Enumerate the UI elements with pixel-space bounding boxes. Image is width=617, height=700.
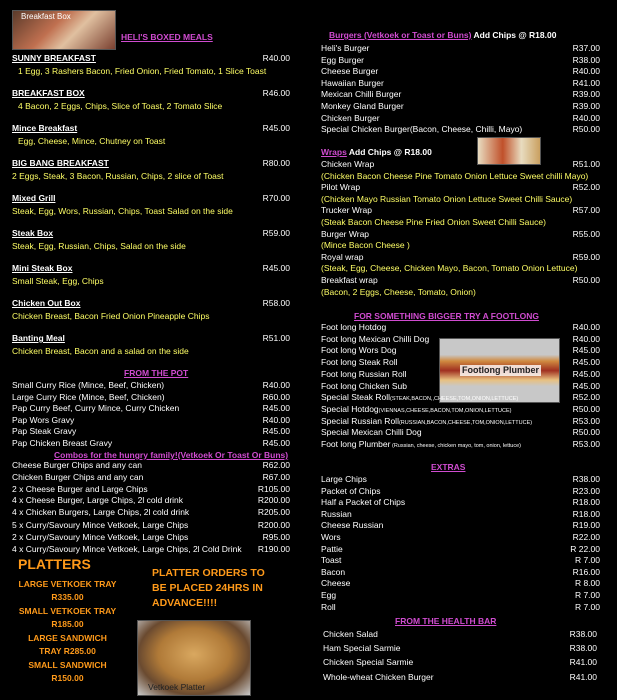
wrap-row [321,276,600,285]
footlong-row [321,370,600,380]
combo-row-name: 5 x Curry/Savoury Mince Vetkoek, Large Chips [12,520,189,530]
pot-row-price: R45.00 [262,403,290,414]
footlong-row [321,393,600,403]
footlong-row [321,346,600,356]
combo-row-price: R67.00 [262,472,290,482]
meal-name: BIG BANG BREAKFAST [12,158,109,168]
meal-price: R59.00 [262,228,290,238]
wrap-row [321,230,600,239]
health-row [323,658,597,667]
health-row-price: R38.00 [569,629,597,639]
footlong-price: R52.00 [572,392,600,403]
burgers-heading: Burgers (Vetkoek or Toast or Buns) [329,30,472,40]
platter-notice-line: PLATTER ORDERS TO [152,567,265,579]
pot-row-name: Small Curry Rice (Mince, Beef, Chicken) [12,380,165,390]
platter-name: LARGE SANDWICH [28,633,107,643]
footlong-row [321,382,600,392]
right-column [305,0,617,700]
extra-row-name: Toast [321,555,342,566]
footlong-price: R53.00 [572,415,600,426]
extra-row-price: R22.00 [572,532,600,542]
pot-row-name: Pap Chicken Breast Gravy [12,438,113,448]
platter-name: LARGE VETKOEK TRAY [18,579,117,589]
combo-row-price: R205.00 [257,507,290,517]
burger-row-price: R39.00 [572,101,600,111]
extra-row [321,533,600,542]
wrap-desc: (Steak Bacon Cheese Pine Fried Onion Sweet Chilli Sauce) [321,217,546,227]
combo-row-price: R62.00 [262,460,290,470]
extra-row-price: R23.00 [572,485,600,496]
extra-row-price: R18.00 [572,497,600,508]
from-the-pot-heading: FROM THE POT [124,368,189,378]
combo-row-price: R200.00 [257,495,290,505]
wrap-name: Breakfast wrap [321,275,378,285]
footlong-label [321,335,429,345]
extra-row-name: Russian [321,508,352,519]
pot-row-name: Large Curry Rice (Mince, Beef, Chicken) [12,391,165,402]
footlong-row [321,428,600,438]
extra-row-name: Cheese Russian [321,520,384,531]
burger-row-price: R38.00 [572,54,600,65]
combo-row-name: Chicken Burger Chips and any can [12,472,144,482]
burger-row-name: Hawaiian Burger [321,77,384,88]
wraps-add-chips: Add Chips @ R18.00 [346,147,432,157]
combos-heading: Combos for the hungry family!(Vetkoek Or Toast Or Buns) [54,450,289,460]
platter-name: SMALL SANDWICH [28,660,107,670]
extra-row [321,521,600,530]
extra-row-price: R 22.00 [570,543,600,554]
meal-desc: Chicken Breast, Bacon and a salad on the side [12,346,189,356]
extra-row-price: R 7.00 [574,555,600,566]
footlong-row [321,405,600,415]
platter-notice [152,566,265,611]
extra-row [321,556,600,565]
footlong-name: Foot long Russian Roll [321,368,407,379]
platter-notice-line: BE PLACED 24HRS IN [152,582,263,594]
wrap-name: Burger Wrap [321,228,370,239]
combo-row-name: 2 x Curry/Savoury Mince Vetkoek, Large Chips [12,532,189,542]
extra-row-name: Cheese [321,578,351,589]
meal-name: Mini Steak Box [12,263,73,273]
burger-row [321,67,600,76]
meal-price: R45.00 [262,123,290,133]
extra-row-name: Pattie [321,543,343,554]
footlong-price: R45.00 [572,357,600,368]
wrap-price: R59.00 [572,251,600,262]
extra-row-price: R19.00 [572,520,600,531]
meal-name: SUNNY BREAKFAST [12,53,96,63]
meal-name: Chicken Out Box [12,298,81,308]
platter-notice-line: ADVANCE!!!! [152,597,218,609]
meal-name: BREAKFAST BOX [12,88,85,98]
footlong-label [321,428,422,438]
meal-price: R51.00 [262,333,290,343]
footlong-detail: (Russian, cheese, chicken mayo, tom, onion, lettuce) [390,443,521,449]
meal-row [12,229,290,238]
meal-price: R58.00 [262,298,290,308]
meal-row [12,264,290,273]
combo-row-price: R105.00 [257,484,290,494]
burger-row-name: Special Chicken Burger(Bacon, Cheese, Chilli, Mayo) [321,124,523,135]
combo-row [12,533,290,542]
footlong-price: R45.00 [572,368,600,379]
health-row-name: Ham Special Sarmie [323,643,401,654]
combo-row-price: R95.00 [262,532,290,542]
meal-desc: Steak, Egg, Wors, Russian, Chips, Toast Salad on the side [12,206,233,216]
pot-row-name: Pap Steak Gravy [12,426,77,437]
wrap-row [321,206,600,215]
burger-row [321,56,600,65]
meal-desc: Chicken Breast, Bacon Fried Onion Pineapple Chips [12,311,210,321]
health-row-price: R41.00 [569,671,597,682]
extra-row-name: Large Chips [321,474,367,484]
footlong-label [321,370,407,380]
burger-row [321,90,600,99]
combo-row-name: 4 x Chicken Burgers, Large Chips, 2l cold drink [12,507,190,517]
combo-row-price: R200.00 [257,520,290,530]
combo-row-name: 4 x Curry/Savoury Mince Vetkoek, Large Chips, 2l Cold Drink [12,544,242,554]
platter-price: TRAY R285.00 [39,646,96,656]
health-row-name: Chicken Special Sarmie [323,657,414,668]
combo-row [12,496,290,505]
wrap-price: R52.00 [572,182,600,193]
footlong-name: Foot long Mexican Chilli Dog [321,333,430,344]
extra-row-price: R18.00 [572,508,600,519]
combo-row [12,545,290,554]
combo-row [12,521,290,530]
platter-name: SMALL VETKOEK TRAY [18,606,117,616]
meal-name: Mixed Grill [12,193,56,203]
combo-row-name: Cheese Burger Chips and any can [12,460,142,470]
meal-desc: Egg, Cheese, Mince, Chutney on Toast [18,136,166,146]
footlong-price: R45.00 [572,345,600,356]
breakfast-box-photo [12,10,116,50]
meal-name: Banting Meal [12,333,65,343]
health-bar-heading: FROM THE HEALTH BAR [395,616,497,626]
footlong-name: Special Steak Roll [321,392,390,403]
wrap-row [321,253,600,262]
pot-row [12,427,290,436]
meal-desc: Steak, Egg, Russian, Chips, Salad on the side [12,241,186,251]
footlong-price: R45.00 [572,380,600,391]
meal-row [12,54,290,63]
meal-price: R80.00 [262,158,290,168]
footlong-label [321,323,386,333]
health-row-price: R41.00 [569,657,597,668]
footlong-heading: FOR SOMETHING BIGGER TRY A FOOTLONG [354,311,539,321]
burger-row [321,79,600,88]
wrap-price: R55.00 [572,228,600,239]
health-row-price: R38.00 [569,643,597,654]
footlong-label [321,382,407,392]
wrap-name: Chicken Wrap [321,159,375,169]
burger-row [321,125,600,134]
pot-row [12,439,290,448]
meal-desc: 2 Eggs, Steak, 3 Bacon, Russian, Chips, 2 slice of Toast [12,171,224,181]
extra-row-name: Roll [321,601,336,612]
extra-row [321,603,600,612]
wrap-name: Pilot Wrap [321,182,361,193]
footlong-row [321,417,600,427]
combo-row [12,485,290,494]
footlong-label [321,440,521,450]
pot-row-price: R45.00 [262,438,290,448]
meal-price: R40.00 [262,53,290,63]
meal-desc: 4 Bacon, 2 Eggs, Chips, Slice of Toast, 2 Tomato Slice [18,101,223,111]
meal-row [12,334,290,343]
footlong-price: R50.00 [572,403,600,414]
footlong-detail: (VIENNAS,CHEESE,BACON,TOM,ONION,LETTUCE) [378,407,512,414]
pot-row [12,404,290,413]
health-row [323,644,597,653]
footlong-price: R40.00 [572,322,600,332]
burger-row [321,102,600,111]
extra-row [321,487,600,496]
platters-heading: PLATTERS [18,556,91,572]
burger-row-name: Mexican Chilli Burger [321,89,402,100]
footlong-row [321,358,600,368]
burger-row-price: R39.00 [572,89,600,100]
footlong-name: Foot long Hotdog [321,322,387,332]
wrap-desc: (Steak, Egg, Cheese, Chicken Mayo, Bacon, Tomato Onion Lettuce) [321,263,578,274]
wrap-desc: (Mince Bacon Cheese ) [321,240,410,251]
footlong-price: R53.00 [572,439,600,449]
pot-row-name: Pap Wors Gravy [12,414,75,425]
platter-price: R150.00 [51,673,84,683]
extra-row [321,510,600,519]
footlong-label [321,346,396,356]
footlong-name: Special Russian Roll [321,415,399,426]
combo-row [12,473,290,482]
footlong-label [321,417,532,427]
burger-row-price: R41.00 [572,77,600,88]
meal-name: Steak Box [12,228,54,238]
extra-row-name: Egg [321,590,337,600]
meal-price: R46.00 [262,88,290,98]
extra-row-name: Packet of Chips [321,485,381,496]
wrap-price: R57.00 [572,205,600,216]
footlong-name: Special Hotdog [321,403,379,414]
combo-row-name: 2 x Cheese Burger and Large Chips [12,484,148,494]
extra-row-price: R38.00 [572,474,600,484]
wrap-row [321,160,600,169]
burger-row-name: Monkey Gland Burger [321,101,404,111]
burgers-add-chips: Add Chips @ R18.00 [471,30,557,40]
pot-row-price: R40.00 [262,380,290,390]
wrap-price: R51.00 [572,159,600,169]
wraps-heading-row [321,148,432,157]
meal-price: R70.00 [262,193,290,203]
burger-row-name: Chicken Burger [321,112,380,123]
pot-row [12,416,290,425]
health-row-name: Whole-wheat Chicken Burger [323,671,434,682]
footlong-label [321,393,518,403]
pot-row-name: Pap Curry Beef, Curry Mince, Curry Chicken [12,403,180,414]
meal-price: R45.00 [262,263,290,273]
footlong-name: Special Mexican Chilli Dog [321,427,422,438]
footlong-name: Foot long Plumber [321,439,391,449]
meal-row [12,89,290,98]
boxed-meals-heading: HELI'S BOXED MEALS [121,32,213,42]
burger-row-name: Egg Burger [321,54,364,65]
burger-row-price: R50.00 [572,124,600,135]
wrap-name: Royal wrap [321,251,364,262]
extra-row-price: R16.00 [572,566,600,577]
footlong-detail: (RUSSIAN,BACON,CHEESE,TOM,ONION,LETTUCE) [398,419,533,426]
burgers-heading-row [329,31,556,40]
meal-desc: Small Steak, Egg, Chips [12,276,104,286]
health-row [323,673,597,682]
footlong-name: Foot long Chicken Sub [321,380,407,391]
extra-row-price: R 7.00 [574,590,600,600]
burger-row-name: Cheese Burger [321,66,379,77]
footlong-row [321,323,600,333]
platter-price: R335.00 [51,592,84,602]
burger-row [321,44,600,53]
pot-row [12,393,290,402]
wrap-row [321,183,600,192]
wrap-desc: (Chicken Bacon Cheese Pine Tomato Onion Lettuce Sweet chilli Mayo) [321,170,589,181]
combo-row-price: R190.00 [257,544,290,554]
extra-row [321,498,600,507]
footlong-caption: Footlong Plumber [462,365,539,375]
footlong-detail: (STEAK,BACON,,CHEESE,TOM,ONION,LETTUCE) [389,396,519,403]
platter-price: R185.00 [51,619,84,629]
burger-row-price: R40.00 [572,66,600,77]
footlong-label [321,358,398,368]
breakfast-box-caption: Breakfast Box [21,12,71,21]
combo-row [12,508,290,517]
meal-row [12,194,290,203]
pot-row-price: R60.00 [262,391,290,402]
meal-name: Mince Breakfast [12,123,78,133]
vetkoek-platter-caption: Vetkoek Platter [148,681,206,692]
health-row [323,630,597,639]
health-row-name: Chicken Salad [323,629,378,639]
meal-desc: 1 Egg, 3 Rashers Bacon, Fried Onion, Fried Tomato, 1 Slice Toast [18,66,267,76]
meal-row [12,159,290,168]
meal-row [12,299,290,308]
footlong-label [321,405,512,415]
footlong-price: R40.00 [572,333,600,344]
combo-row-name: 4 x Cheese Burger, Large Chips, 2l cold drink [12,495,184,505]
footlong-row [321,335,600,345]
extra-row [321,475,600,484]
footlong-name: Foot long Wors Dog [321,345,397,356]
extra-row [321,591,600,600]
pot-row-price: R40.00 [262,414,290,425]
pot-row [12,381,290,390]
burger-row [321,114,600,123]
extra-row [321,568,600,577]
combo-row [12,461,290,470]
footlong-name: Foot long Steak Roll [321,357,398,368]
extras-heading: EXTRAS [431,462,466,472]
burger-row-name: Heli's Burger [321,43,370,53]
wrap-price: R50.00 [572,275,600,285]
vetkoek-platter-photo [137,620,251,696]
meal-row [12,124,290,133]
wrap-desc: (Chicken Mayo Russian Tomato Onion Lettuce Sweet Chilli Sauce) [321,193,573,204]
footlong-row [321,440,600,450]
footlong-price: R50.00 [572,427,600,438]
wrap-desc: (Bacon, 2 Eggs, Cheese, Tomato, Onion) [321,286,476,297]
pot-row-price: R45.00 [262,426,290,437]
burger-row-price: R37.00 [572,43,600,53]
left-column [0,0,300,700]
extra-row [321,579,600,588]
extra-row-name: Wors [321,532,341,542]
wrap-name: Trucker Wrap [321,205,373,216]
burger-row-price: R40.00 [572,112,600,123]
wraps-heading: Wraps [321,147,347,157]
extra-row-name: Half a Packet of Chips [321,497,406,508]
extra-row-price: R 7.00 [574,601,600,612]
extra-row-name: Bacon [321,566,346,577]
extra-row-price: R 8.00 [574,578,600,589]
extra-row [321,545,600,554]
